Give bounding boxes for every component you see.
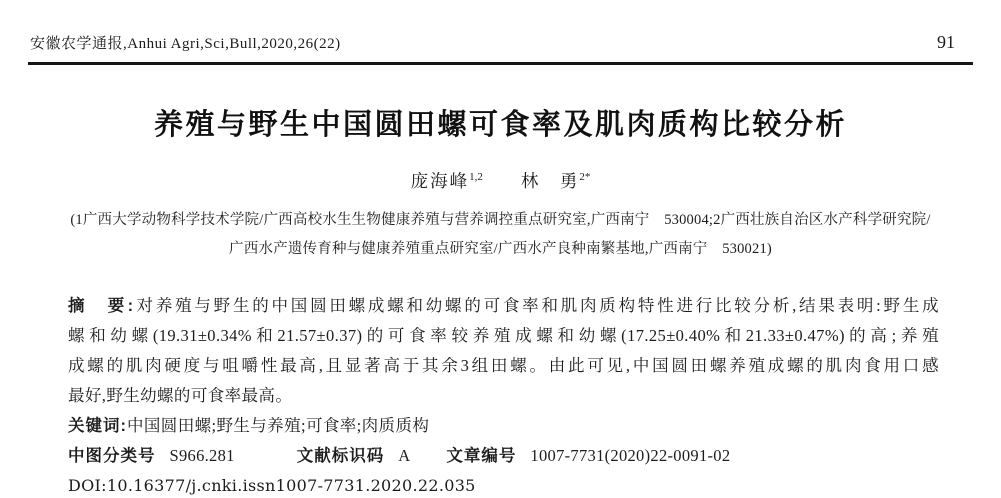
abstract-line-4: 最好,野生幼螺的可食率最高。 [68,386,293,405]
article-title: 养殖与野生中国圆田螺可食率及肌肉质构比较分析 [153,109,847,141]
clc-label: 中图分类号 [68,447,156,465]
abstract [68,291,939,411]
clc-value: S966.281 [169,446,235,465]
affiliation-line-2: 广西水产遗传育种与健康养殖重点研究室/广西水产良种南繁基地,广西南宁 530021) [229,241,772,257]
doc-code-value: A [398,446,411,465]
author-1 [411,171,483,191]
keywords [68,411,939,441]
author-2 [521,171,591,191]
keywords-text: 中国圆田螺;野生与养殖;可食率;肉质质构 [127,416,430,435]
author-2-superscript: 2* [579,171,591,184]
abstract-line-1-text: 对养殖与野生的中国圆田螺成螺和幼螺的可食率和肌肉质构特性进行比较分析,结果表明:野生成 [134,296,939,315]
abstract-line-2: 螺和幼螺(19.31±0.34%和21.57±0.37)的可食率较养殖成螺和幼螺(17.25±0.40%和21.33±0.47%)的高;养殖 [68,326,939,345]
front-matter [0,291,1001,498]
page-header [0,0,1001,62]
affiliations [0,206,1001,264]
abstract-line-3: 成螺的肌肉硬度与咀嚼性最高,且显著高于其余3组田螺。由此可见,中国圆田螺养殖成螺的肌肉食用口感 [68,356,939,375]
doc-code-label: 文献标识码 [296,447,385,465]
page-number: 91 [937,32,955,52]
keywords-label: 关键词: [68,417,127,435]
header-rule [28,62,973,65]
author-line [0,168,1001,193]
article-id-value: 1007-7731(2020)22-0091-02 [530,446,731,465]
author-2-name: 林 勇 [520,171,580,191]
classification-line [68,441,939,471]
abstract-line-1 [68,291,939,321]
article-id-label: 文章编号 [446,447,517,465]
author-1-superscript: 1,2 [469,171,483,184]
author-1-name: 庞海峰 [410,171,470,191]
abstract-label: 摘 要: [68,297,135,315]
journal-citation: 安徽农学通报,Anhui Agri,Sci,Bull,2020,26(22) [30,36,341,52]
doi: DOI:10.16377/j.cnki.issn1007-7731.2020.22.035 [68,476,476,495]
affiliation-line-1: (1广西大学动物科学技术学院/广西高校水生生物健康养殖与营养调控重点研究室,广西南宁 530004;2广西壮族自治区水产科学研究院/ [70,212,931,228]
